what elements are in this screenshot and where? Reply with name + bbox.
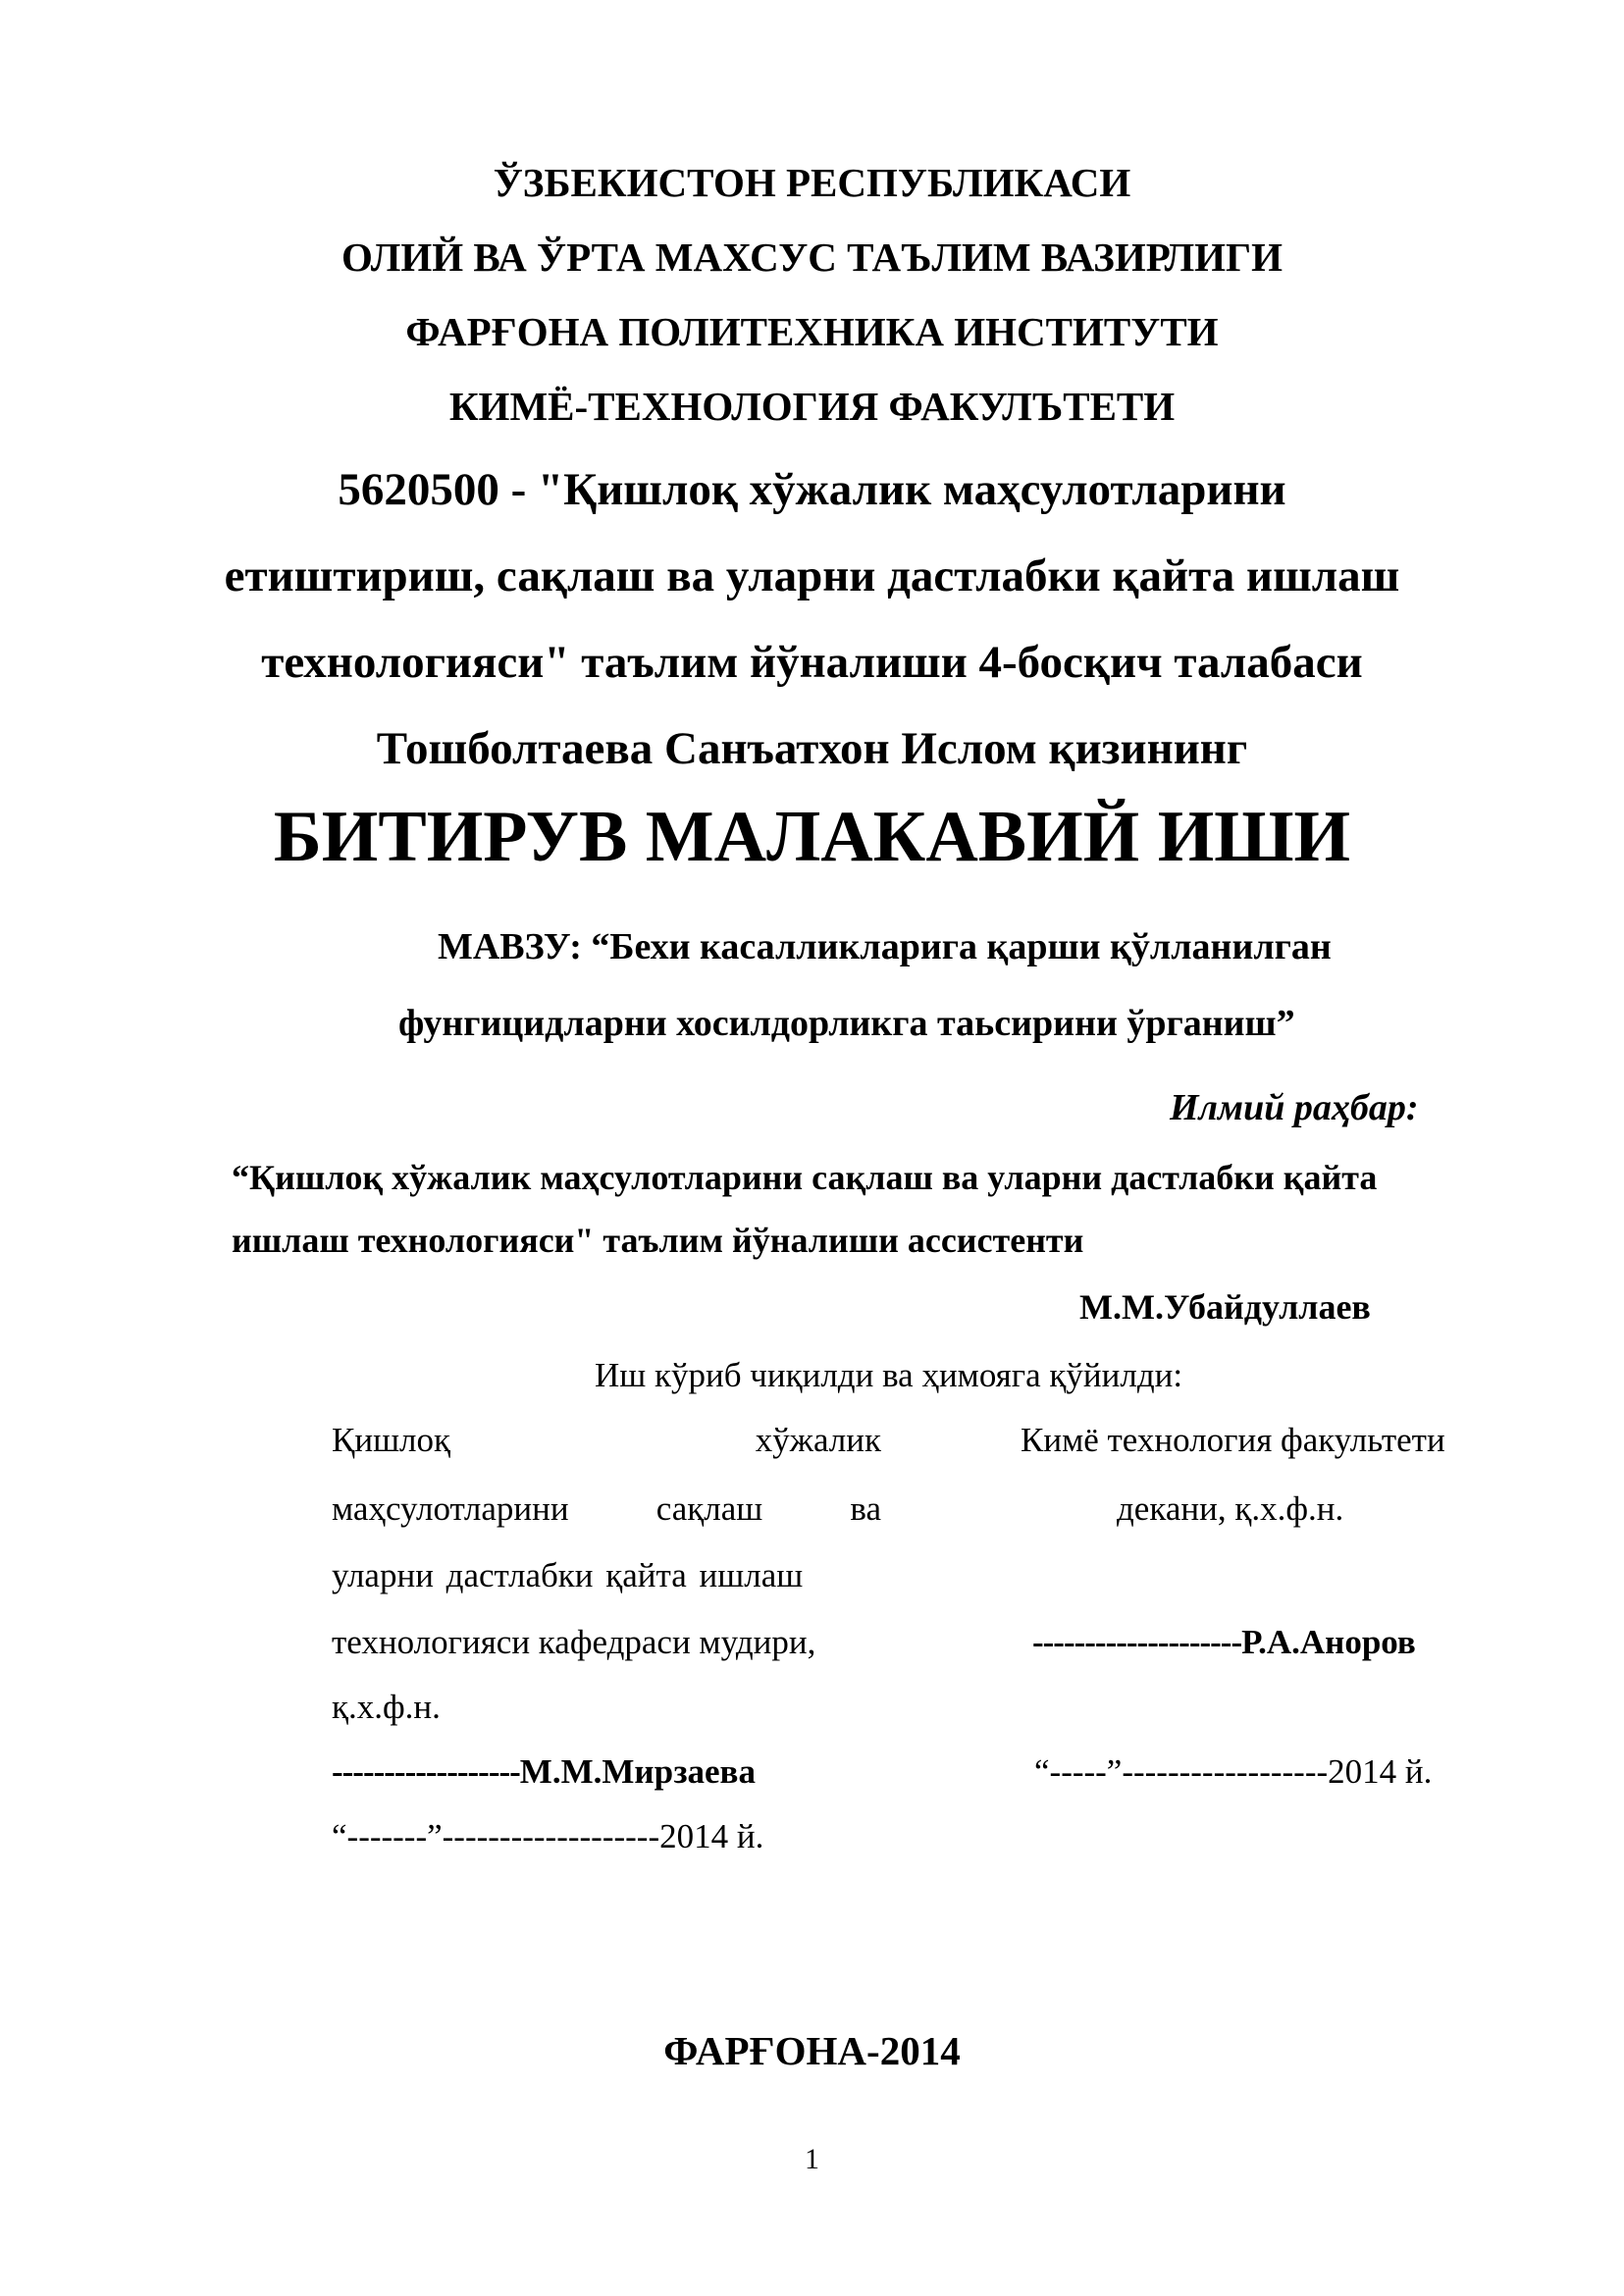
left-sign-line-4: технологияси кафедраси мудири, — [332, 1623, 816, 1661]
left-sign-line-1 — [332, 1423, 881, 1457]
left-sign-date: “-------”-------------------2014 й. — [332, 1817, 764, 1855]
right-sign-dashes: -------------------- — [1032, 1623, 1242, 1661]
right-sign-name: Р.А.Аноров — [1241, 1623, 1416, 1661]
left-sign-line — [332, 1754, 756, 1789]
left-sign-line-2 — [332, 1491, 881, 1526]
ministry-country: ЎЗБЕКИСТОН РЕСПУБЛИКАСИ — [493, 160, 1131, 205]
page-number: 1 — [805, 2143, 819, 2175]
program-line-2: етиштириш, сақлаш ва уларни дастлабки қайта ишлаш — [224, 550, 1400, 601]
faculty-name: КИМЁ-ТЕХНОЛОГИЯ ФАКУЛЪТЕТИ — [448, 384, 1176, 429]
left-sign-word: маҳсулотларини — [332, 1489, 569, 1528]
right-sign-date: “-----”------------------2014 й. — [1034, 1752, 1433, 1791]
advisor-name: М.М.Убайдуллаев — [1079, 1287, 1371, 1327]
work-title: БИТИРУВ МАЛАКАВИЙ ИШИ — [273, 797, 1351, 877]
approval-text: Иш кўриб чиқилди ва ҳимояга қўйилди: — [595, 1356, 1183, 1394]
left-sign-name: М.М.Мирзаева — [519, 1752, 756, 1791]
left-sign-word: сақлаш — [655, 1489, 763, 1528]
left-sign-word: хўжалик — [755, 1421, 881, 1459]
right-sign-line-1: Кимё технология факультети — [1021, 1421, 1445, 1459]
advisor-label: Илмий раҳбар: — [1170, 1087, 1419, 1128]
topic-line-1 — [438, 928, 1332, 965]
ministry-name: ОЛИЙ ВА ЎРТА МАХСУС ТАЪЛИМ ВАЗИРЛИГИ — [341, 235, 1283, 280]
left-sign-word: Қишлоқ — [332, 1421, 450, 1459]
institute-name: ФАРҒОНА ПОЛИТЕХНИКА ИНСТИТУТИ — [405, 309, 1219, 354]
left-sign-word: ва — [850, 1489, 882, 1528]
advisor-line-2: ишлаш технологияси" таълим йўналиши ассистенти — [232, 1221, 1084, 1260]
left-sign-dashes: ------------------ — [332, 1752, 520, 1791]
right-sign-line — [1032, 1625, 1416, 1659]
topic-text-1: “Бехи касалликларига қарши қўлланилган — [591, 926, 1332, 967]
program-line-1: 5620500 - "Қишлоқ хўжалик маҳсулотларини — [338, 464, 1286, 515]
city-year: ФАРҒОНА-2014 — [663, 2028, 961, 2073]
program-line-3: технологияси" таълим йўналиши 4-босқич талабаси — [261, 637, 1363, 688]
left-sign-line-3: уларни дастлабки қайта ишлаш — [332, 1556, 804, 1594]
right-sign-line-2: декани, қ.х.ф.н. — [1117, 1489, 1344, 1528]
topic-line-2: фунгицидларни хосилдорликга таьсирини ўрганиш” — [398, 1003, 1295, 1044]
student-name: Тошболтаева Санъатхон Ислом қизининг — [376, 723, 1248, 774]
advisor-line-1: “Қишлоқ хўжалик маҳсулотларини сақлаш ва уларни дастлабки қайта — [232, 1158, 1378, 1197]
topic-label: МАВЗУ: — [438, 926, 582, 967]
left-sign-line-5: қ.х.ф.н. — [332, 1688, 441, 1726]
